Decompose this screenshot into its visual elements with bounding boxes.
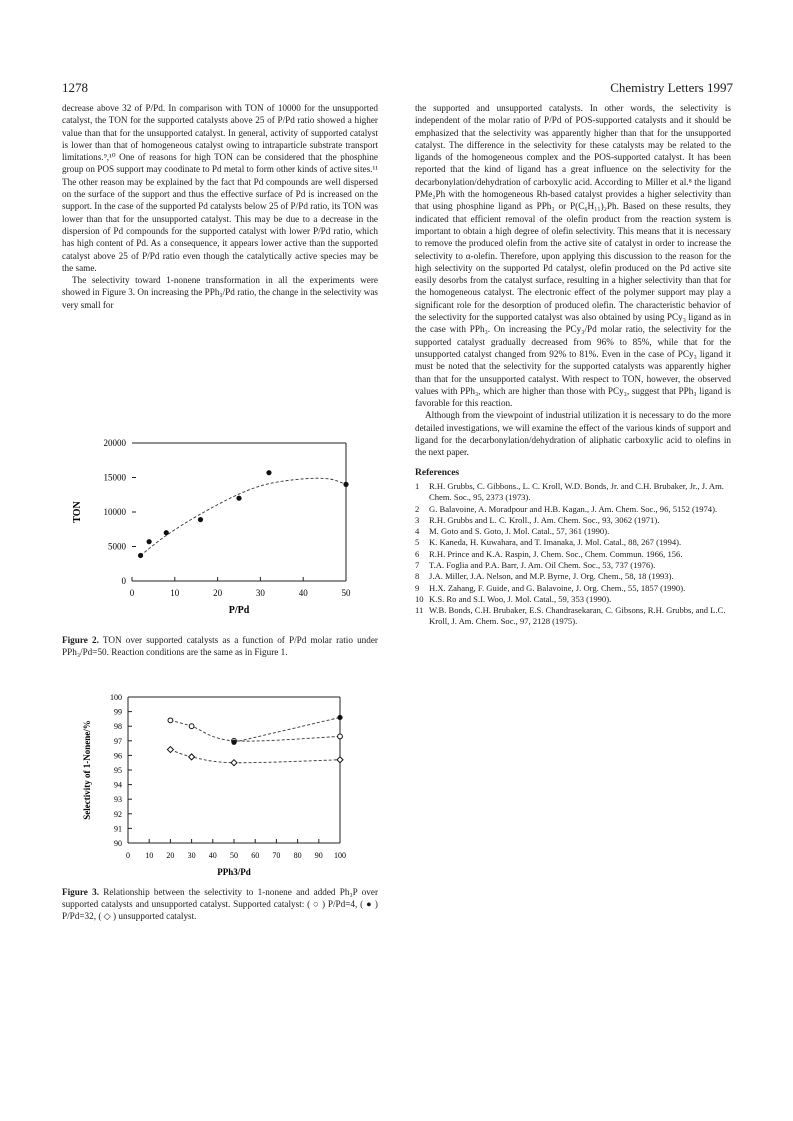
figure2-caption-text: TON over supported catalysts as a function of P/Pd molar ratio under PPh₃/Pd=50. Reaction conditions are the same as in Figure 1. xyxy=(62,635,378,657)
y-tick-label: 5000 xyxy=(108,541,126,552)
x-tick-label: 20 xyxy=(166,851,175,860)
references-list xyxy=(415,481,731,628)
series-line xyxy=(234,717,340,742)
data-point xyxy=(231,740,236,745)
reference-number: 5 xyxy=(415,537,420,548)
data-point xyxy=(168,718,173,723)
x-tick-label: 100 xyxy=(334,851,346,860)
reference-text: K. Kaneda, H. Kuwahara, and T. Imanaka, J. Mol. Catal., 88, 267 (1994). xyxy=(429,537,682,548)
reference-text: K.S. Ro and S.I. Woo, J. Mol. Catal., 59, 353 (1990). xyxy=(429,593,612,604)
y-tick-label: 94 xyxy=(114,780,122,790)
data-point xyxy=(167,747,173,753)
reference-number: 8 xyxy=(415,571,420,582)
y-tick-label: 93 xyxy=(114,795,122,805)
data-point xyxy=(231,760,237,766)
y-tick-label: 97 xyxy=(114,736,122,746)
y-tick-label: 15000 xyxy=(103,472,126,483)
right-column xyxy=(415,102,731,628)
reference-text: W.B. Bonds, C.H. Brubaker, E.S. Chandrasekaran, C. Gibsons, R.H. Grubbs, and L.C. Kroll, J. Am. Chem. Soc., 97, 2128 (1975). xyxy=(429,605,726,627)
data-point xyxy=(147,539,152,544)
paragraph: Although from the viewpoint of industrial utilization it is necessary to do the more detailed investigations, we will examine the effect of the various kinds of support and ligand for the decarbonylation/dehydration of aliphatic carboxylic acid to olefins in the next paper. xyxy=(415,410,731,458)
paragraph: The selectivity toward 1-nonene transformation in all the experiments were showed in Figure 3. On increasing the PPh₃/Pd ratio, the change in the selectivity was very small for xyxy=(62,275,378,310)
data-point xyxy=(198,517,203,522)
y-axis-title: TON xyxy=(72,501,83,523)
reference-number: 3 xyxy=(415,514,420,525)
figure3-caption-label: Figure 3. xyxy=(62,887,99,897)
references-heading: References xyxy=(415,467,460,478)
x-tick-label: 30 xyxy=(187,851,196,860)
y-tick-label: 90 xyxy=(114,839,122,848)
y-tick-label: 10000 xyxy=(103,507,126,517)
y-tick-label: 98 xyxy=(114,722,122,732)
reference-item xyxy=(415,583,731,594)
reference-number: 7 xyxy=(415,559,420,570)
figure2-caption-label: Figure 2. xyxy=(62,635,99,645)
reference-text: T.A. Foglia and P.A. Barr, J. Am. Oil Chem. Soc., 53, 737 (1976). xyxy=(429,559,656,570)
reference-number: 4 xyxy=(415,526,420,537)
reference-text: M. Goto and S. Goto, J. Mol. Catal., 57, 361 (1990). xyxy=(429,526,610,537)
reference-item xyxy=(415,571,731,582)
y-tick-label: 99 xyxy=(114,707,122,717)
x-tick-label: 30 xyxy=(255,588,265,598)
data-point xyxy=(337,757,343,763)
x-tick-label: 20 xyxy=(213,588,223,598)
reference-text: R.H. Grubbs and L. C. Kroll., J. Am. Chem. Soc., 93, 3062 (1971). xyxy=(429,514,660,525)
x-tick-label: 50 xyxy=(230,851,238,860)
reference-item xyxy=(415,526,731,537)
figure3-caption-text: Relationship between the selectivity to 1-nonene and added Ph₃P over supported catalysts and unsupported catalyst. Supported catalyst: ( ○ ) P/Pd=4, ( ● ) P/Pd=32, ( ◇ ) unsupported catalyst. xyxy=(62,887,379,921)
reference-item xyxy=(415,481,731,504)
x-tick-label: 80 xyxy=(293,851,302,860)
x-tick-label: 10 xyxy=(145,851,154,860)
figure3-chart xyxy=(62,690,362,876)
y-tick-label: 92 xyxy=(114,809,122,819)
x-tick-label: 60 xyxy=(251,851,260,860)
y-tick-label: 100 xyxy=(110,693,122,702)
y-tick-label: 0 xyxy=(121,576,126,586)
x-tick-label: 40 xyxy=(298,588,308,598)
reference-number: 6 xyxy=(415,548,420,559)
y-tick-label: 20000 xyxy=(103,438,126,448)
reference-number: 2 xyxy=(415,503,420,514)
paragraph: decrease above 32 of P/Pd. In comparison with TON of 10000 for the unsupported catalyst, the TON for the supported catalysts above 25 of P/Pd ratio showed a higher value than that for the unsupported catalyst. In general, activity of supported catalyst is lower than that of homogeneous catalyst owing to intraparticle substrate transport limitations.⁹,¹⁰ One of reasons for high TON can be considered that the phosphine group on POS support may coodinate to Pd metal to form other kinds of active sites.¹¹ The other reason may be explained by the fact that Pd compounds are well dispersed on the surface of the support and thus the effective surface of Pd is increased on the support. In the case of the supported Pd catalysts below 25 of P/Pd ratio, its TON was lower than that for the unsupported catalyst. This may be due to a decrease in the dispersion of Pd compounds for the supported catalyst with lower P/Pd ratio, which has high content of Pd. As a consequence, it appears lower active than the supported catalyst above 25 of P/Pd ratio even though the catalytically active species may be the same. xyxy=(62,103,378,273)
reference-number: 1 xyxy=(415,480,420,491)
reference-item xyxy=(415,594,731,605)
data-point xyxy=(337,715,342,720)
reference-item xyxy=(415,504,731,515)
data-point xyxy=(236,496,241,501)
data-point xyxy=(164,530,169,535)
y-axis-title: Selectivity of 1-Nonene/% xyxy=(82,720,92,820)
reference-item xyxy=(415,560,731,571)
data-point xyxy=(138,553,143,558)
x-axis-title: PPh3/Pd xyxy=(217,867,251,876)
series-line xyxy=(170,750,340,763)
reference-item xyxy=(415,605,731,628)
reference-text: J.A. Miller, J.A. Nelson, and M.P. Byrne, J. Org. Chem., 58, 18 (1993). xyxy=(429,571,674,582)
left-column xyxy=(62,102,378,311)
reference-item xyxy=(415,537,731,548)
reference-item xyxy=(415,549,731,560)
data-point xyxy=(343,482,348,487)
x-tick-label: 0 xyxy=(126,851,130,860)
journal-title: Chemistry Letters 1997 xyxy=(610,80,733,95)
x-tick-label: 90 xyxy=(314,851,323,860)
x-tick-label: 70 xyxy=(272,851,281,860)
y-tick-label: 91 xyxy=(114,824,122,834)
page-number: 1278 xyxy=(62,80,88,95)
reference-text: G. Balavoine, A. Moradpour and H.B. Kagan., J. Am. Chem. Soc., 96, 5152 (1974). xyxy=(429,503,718,514)
reference-number: 11 xyxy=(415,605,424,616)
trend-line xyxy=(141,478,346,555)
reference-number: 9 xyxy=(415,582,420,593)
x-tick-label: 40 xyxy=(208,851,217,860)
figure2-chart xyxy=(62,408,362,624)
reference-number: 10 xyxy=(415,593,424,604)
y-tick-label: 95 xyxy=(114,766,122,775)
data-point xyxy=(189,754,195,760)
reference-text: R.H. Grubbs, C. Gibbons., L. C. Kroll, W.D. Bonds, Jr. and C.H. Brubaker, Jr., J. Am. Chem. Soc., 95, 2373 (1973). xyxy=(429,480,724,503)
y-tick-label: 96 xyxy=(114,751,122,761)
data-point xyxy=(338,734,343,739)
x-axis-title: P/Pd xyxy=(228,605,250,616)
x-tick-label: 50 xyxy=(341,588,351,598)
reference-text: R.H. Prince and K.A. Raspin, J. Chem. Soc., Chem. Commun. 1966, 156. xyxy=(429,548,683,559)
figure3-caption xyxy=(62,886,378,922)
data-point xyxy=(189,724,194,729)
x-tick-label: 0 xyxy=(129,588,135,598)
paragraph: the supported and unsupported catalysts. In other words, the selectivity is independent of the molar ratio of P/Pd of POS-supported catalysts and it should be emphasized that the selectivity was apparently higher than that for the unsupported catalyst. The difference in the selectivity for these catalysts may be related to the ligands of the homogeneous complex and the POS-supported catalyst. It has been reported that the kind of ligand has a great influence on the selectivity for the decarbonylation/dehydration of carboxylic acid. According to Miller et al.⁸ the ligand PMe₂Ph with the homogeneous Rh-based catalyst provides a higher selectivity than that using phosphine ligand as PPh₃ or P(C₆H₁₁)₂Ph. Based on these results, they indicated that efficient removal of the olefin product from the reaction system is important to obtain a high degree of olefin selectivity. This means that it is necessary to remove the produced olefin from the active site of catalyst in order to increase the selectivity to α-olefin. Therefore, upon applying this discussion to the reason for the high selectivity on the supported Pd catalyst, olefin produced on the Pd active site easily desorbs from the catalyst surface, resulting in a higher selectivity than that for the homogeneous catalyst. The electronic effect of the polymer support may play a significant role for the desorption of produced olefin. The characteristic behavior of the selectivity for the supported catalyst was also obtained by using PCy₃ ligand as in the case with PPh₃. On increasing the PCy₃/Pd molar ratio, the selectivity for the supported catalyst gradually decreased from 96% to 85%, while that for the unsupported catalyst changed from 92% to 81%. Even in the case of PCy₃ ligand it must be noted that the selectivity for the supported catalysts was apparently higher than that for the unsupported catalyst. With respect to TON, however, the observed values with PPh₃, which are higher than those with PCy₃, suggest that PPh₃ ligand is favorable for this reaction. xyxy=(415,103,731,409)
data-point xyxy=(266,470,271,475)
reference-item xyxy=(415,515,731,526)
reference-text: H.X. Zahang, F. Guide, and G. Balavoine, J. Org. Chem., 55, 1857 (1990). xyxy=(429,582,686,593)
x-tick-label: 10 xyxy=(170,588,180,598)
figure2-caption xyxy=(62,634,378,658)
